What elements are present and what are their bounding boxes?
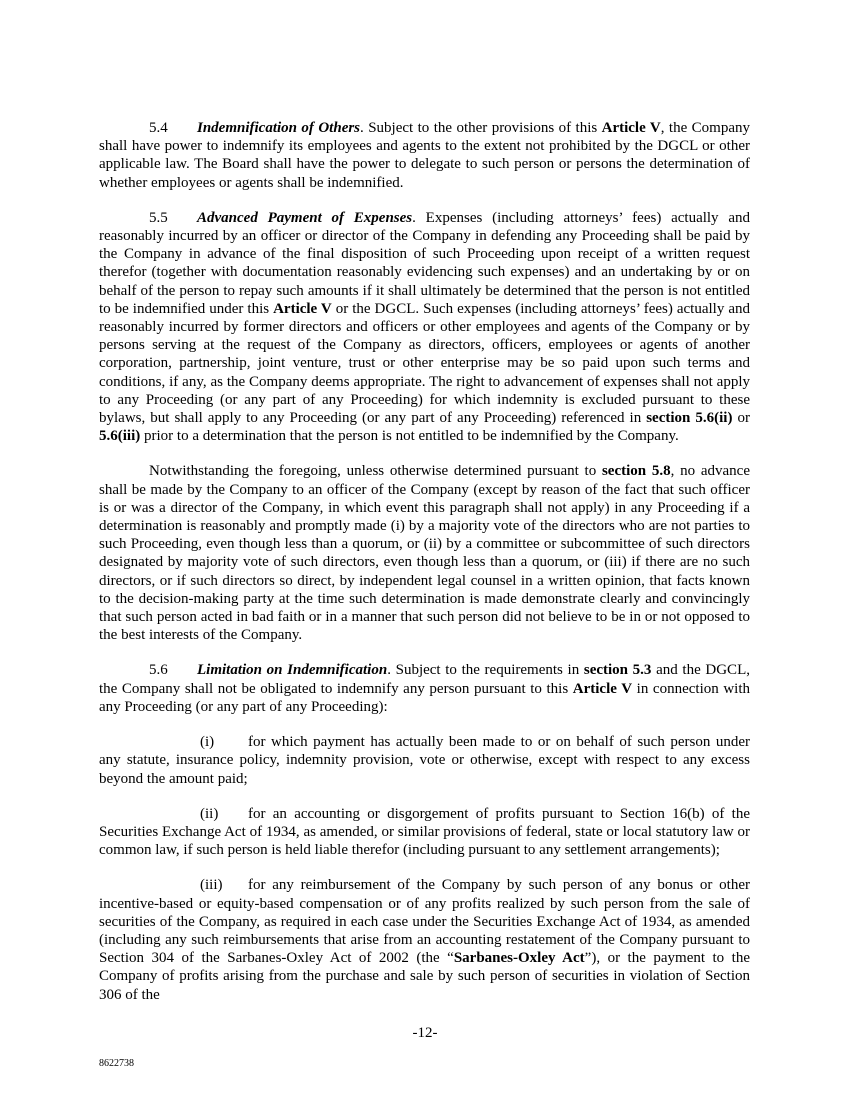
clause-text: ”), or the payment to the Company of profits arising from the purchase and sale by such person of securities in violation of Section 306 of the xyxy=(99,950,750,1003)
section-text: prior to a determination that the person is not entitled to be indemnified by the Company. xyxy=(140,428,679,445)
clause-text: for an accounting or disgorgement of profits pursuant to Section 16(b) of the Securities Exchange Act of 1934, as amended, or similar provisions of federal, state or local statutory law or common law, if such person is held liable therefor (including pursuant to any settlement arrangements); xyxy=(99,805,750,859)
section-5-6 xyxy=(99,661,750,716)
defined-term: Sarbanes-Oxley Act xyxy=(453,950,585,967)
section-title: Limitation on Indemnification xyxy=(197,662,388,679)
paragraph-text: , no advance shall be made by the Company to an officer of the Company (except by reason of the fact that such officer is or was a director of the Company, in which event this paragraph shall not apply) in any Proceeding if a determination is reasonably and promptly made (i) by a majority vote of the directors who are not parties to such Proceeding, even though less than a quorum, or (ii) by a committee or subcommittee of such directors designated by majority vote of such directors, even though less than a quorum, or (iii) if there are no such directors, or if such directors so direct, by independent legal counsel in a written opinion, that facts known to the decision-making party at the time such determination is made demonstrate clearly and convincingly that such person acted in bad faith or in a manner that such person did not believe to be in or not opposed to the best interests of the Company. xyxy=(99,463,750,644)
clause-number: (iii) xyxy=(200,877,223,894)
document-body xyxy=(99,119,750,1021)
clause-iii xyxy=(99,876,750,1003)
section-title: Advanced Payment of Expenses xyxy=(197,209,413,226)
section-reference: section 5.6(ii) xyxy=(646,410,733,427)
section-text: . Subject to the other provisions of this xyxy=(360,120,602,136)
section-title: Indemnification of Others xyxy=(197,120,361,136)
paragraph-text: Notwithstanding the foregoing, unless otherwise determined pursuant to xyxy=(149,463,602,480)
clause-number: (i) xyxy=(200,734,215,751)
article-reference: Article V xyxy=(572,680,633,697)
clause-text: for any reimbursement of the Company by such person of any bonus or other incentive-based or equity-based compensation or of any profits realized by such person from the sale of securities of the Company, as required in each case under the Securities Exchange Act of 1934, as amended (including any such reimbursements that arise from an accounting restatement of the Company pursuant to Section 304 of the Sarbanes-Oxley Act of 2002 (the “ xyxy=(99,877,750,967)
section-text: . Expenses (including attorneys’ fees) actually and reasonably incurred by an officer or director of the Company in defending any Proceeding shall be paid by the Company in advance of the final disposition of such Proceeding upon receipt of a written request therefor (together with documentation reasonably evidencing such expenses) and an undertaking by or on behalf of the person to repay such amounts if it shall ultimately be determined that the person is not entitled to be indemnified under this xyxy=(99,209,750,317)
section-reference: section 5.3 xyxy=(583,662,652,679)
section-reference: 5.6(iii) xyxy=(99,428,141,445)
article-reference: Article V xyxy=(601,120,661,136)
section-text: in connection with any Proceeding (or any part of any Proceeding): xyxy=(99,680,750,715)
section-5-5 xyxy=(99,209,750,446)
clause-number: (ii) xyxy=(200,805,219,822)
section-text: , the Company shall have power to indemnify its employees and agents to the extent not prohibited by the DGCL or other applicable law. The Board shall have the power to delegate to such person or persons the determination of whether employees or agents shall be indemnified. xyxy=(99,120,750,191)
section-5-4 xyxy=(99,119,750,192)
page-number: -12- xyxy=(412,1025,438,1041)
clause-i xyxy=(99,733,750,788)
section-reference: section 5.8 xyxy=(601,463,671,480)
section-number: 5.4 xyxy=(149,120,168,136)
article-reference: Article V xyxy=(273,300,332,317)
section-number: 5.5 xyxy=(149,209,168,226)
section-number: 5.6 xyxy=(149,662,168,679)
notwithstanding-paragraph xyxy=(99,462,750,644)
section-text: . Subject to the requirements in xyxy=(387,662,584,679)
document-id: 8622738 xyxy=(99,1058,134,1069)
section-text: or xyxy=(732,410,750,427)
section-text: or the DGCL. Such expenses (including attorneys’ fees) actually and reasonably incurred by former directors and officers or other employees and agents of the Company or by persons serving at the request of the Company as directors, officers, employees or agents of another corporation, partnership, joint venture, trust or other enterprise may be so paid upon such terms and conditions, if any, as the Company deems appropriate. The right to advancement of expenses shall not apply to any Proceeding (or any part of any Proceeding) for which indemnity is excluded pursuant to these bylaws, but shall apply to any Proceeding (or any part of any Proceeding) referenced in xyxy=(99,300,750,427)
clause-ii xyxy=(99,805,750,860)
clause-text: for which payment has actually been made to or on behalf of such person under any statute, insurance policy, indemnity provision, vote or otherwise, except with respect to any excess beyond the amount paid; xyxy=(99,734,750,787)
section-text: and the DGCL, the Company shall not be obligated to indemnify any person pursuant to this xyxy=(99,662,750,697)
